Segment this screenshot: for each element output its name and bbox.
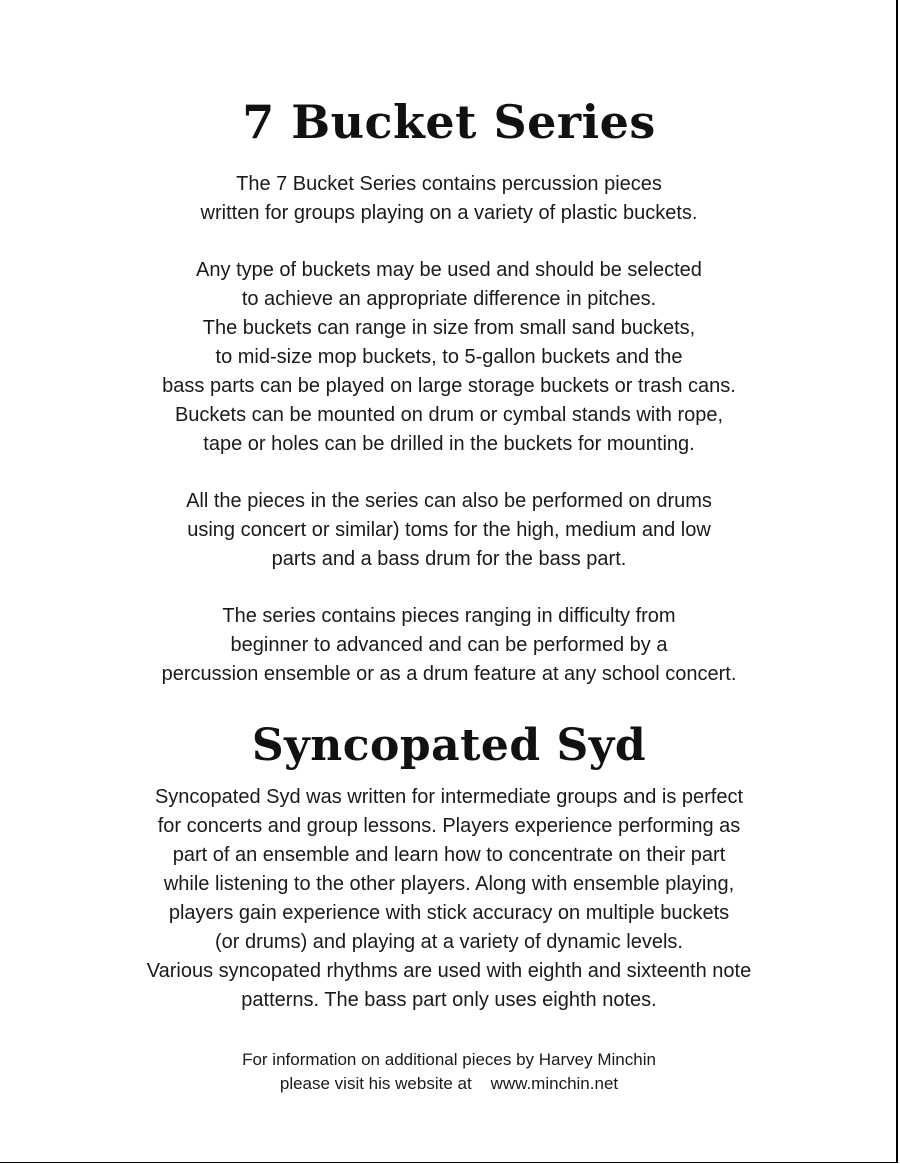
text-line: Buckets can be mounted on drum or cymbal stands with rope,	[174, 404, 724, 426]
series-intro-paragraph	[0, 170, 898, 228]
text-line: The 7 Bucket Series contains percussion pieces	[236, 173, 662, 195]
text-line: to achieve an appropriate difference in pitches.	[241, 288, 657, 310]
text-line: Any type of buckets may be used and should be selected	[196, 259, 702, 281]
text-line: to mid-size mop buckets, to 5-gallon buckets and the	[215, 346, 683, 368]
text-line: while listening to the other players. Along with ensemble playing,	[163, 873, 735, 895]
text-line: using concert or similar) toms for the high, medium and low	[187, 519, 711, 541]
text-line: bass parts can be played on large storage buckets or trash cans.	[162, 375, 736, 397]
text-line: parts and a bass drum for the bass part.	[271, 548, 627, 570]
piece-description-paragraph	[0, 783, 898, 1015]
text-line: for concerts and group lessons. Players experience performing as	[157, 815, 741, 837]
text-line: part of an ensemble and learn how to concentrate on their part	[172, 844, 726, 866]
text-line: beginner to advanced and can be performed by a	[230, 634, 668, 656]
text-line: patterns. The bass part only uses eighth notes.	[241, 989, 657, 1011]
text-line: All the pieces in the series can also be performed on drums	[186, 490, 712, 512]
footer-website-line: please visit his website at www.minchin.net	[279, 1074, 619, 1093]
piece-title: Syncopated Syd	[251, 720, 647, 771]
bucket-selection-paragraph	[0, 256, 898, 459]
footer-line: For information on additional pieces by Harvey Minchin	[242, 1050, 656, 1069]
difficulty-range-paragraph	[0, 602, 898, 689]
text-line: players gain experience with stick accuracy on multiple buckets	[168, 902, 730, 924]
footer-info	[0, 1048, 898, 1096]
text-line: Various syncopated rhythms are used with eighth and sixteenth note	[146, 960, 752, 982]
text-line: (or drums) and playing at a variety of dynamic levels.	[215, 931, 683, 953]
text-line: The buckets can range in size from small sand buckets,	[202, 317, 696, 339]
text-line: Syncopated Syd was written for intermediate groups and is perfect	[154, 786, 744, 808]
text-line: written for groups playing on a variety of plastic buckets.	[200, 202, 698, 224]
text-line: The series contains pieces ranging in difficulty from	[222, 605, 676, 627]
text-line: tape or holes can be drilled in the buckets for mounting.	[203, 433, 695, 455]
series-title: 7 Bucket Series	[242, 95, 656, 149]
text-line: percussion ensemble or as a drum feature at any school concert.	[161, 663, 737, 685]
drums-alternative-paragraph	[0, 487, 898, 574]
